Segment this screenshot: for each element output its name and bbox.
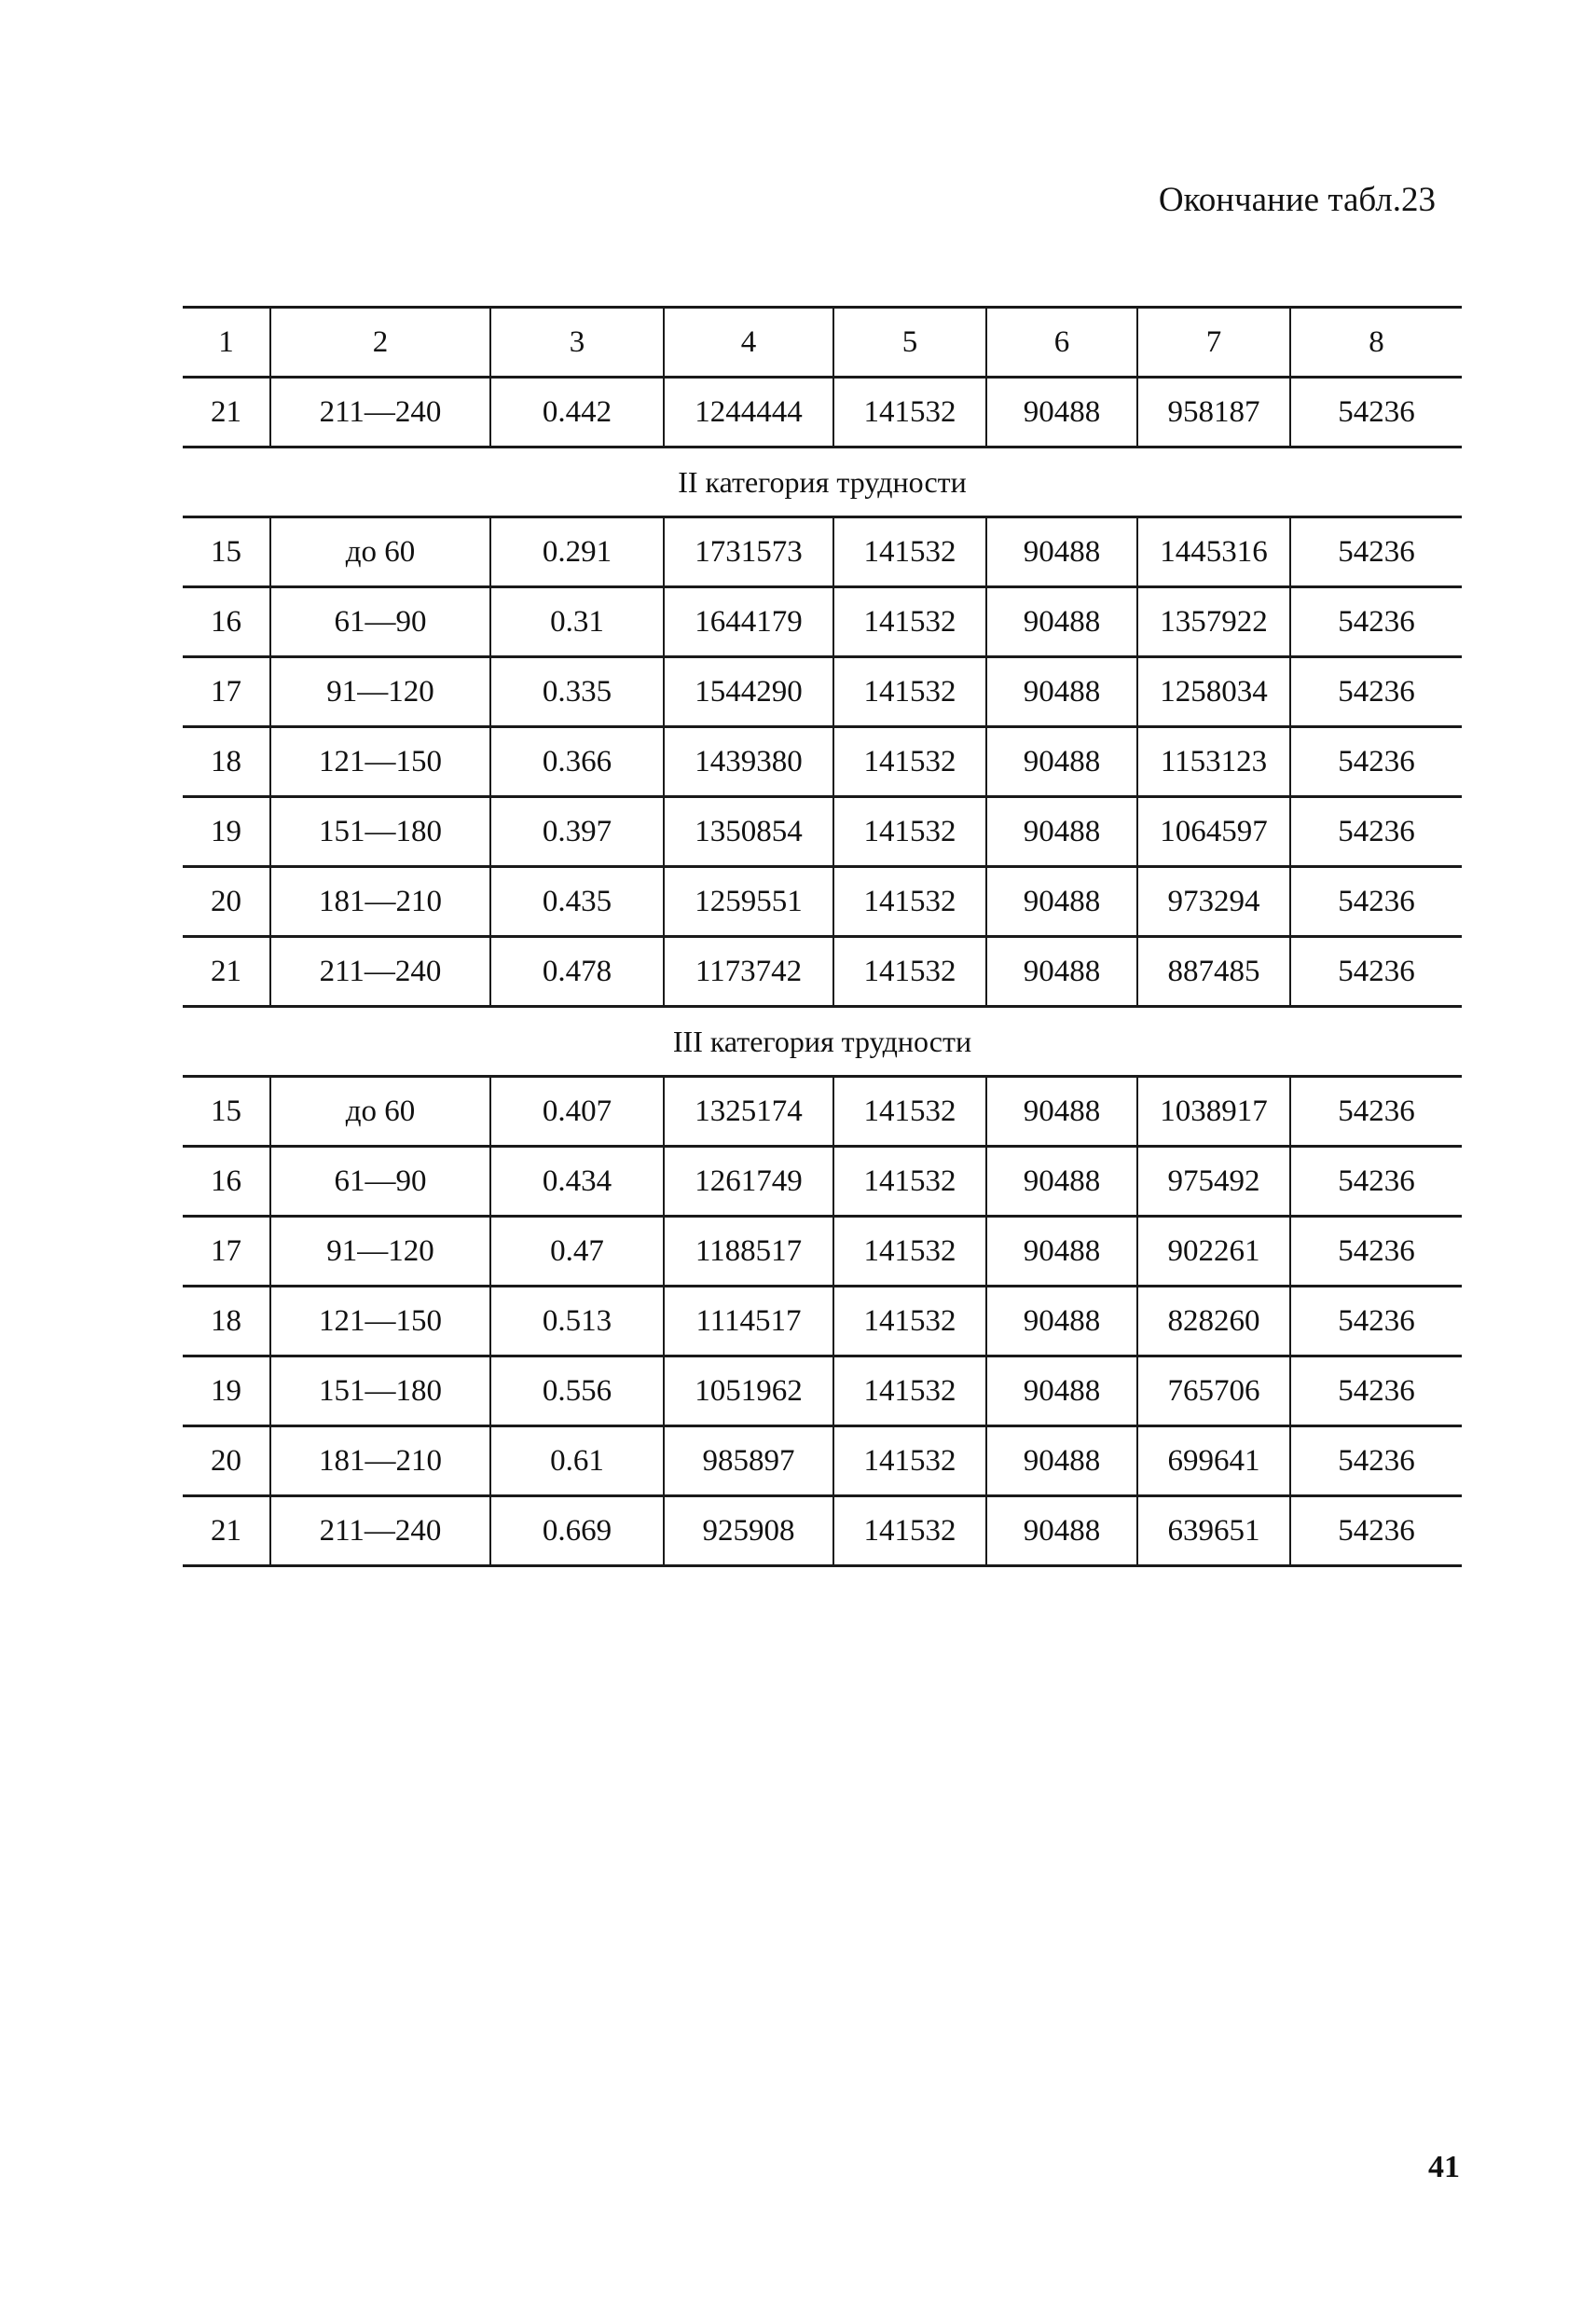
table-cell: 90488 xyxy=(986,797,1137,867)
table-cell: 973294 xyxy=(1137,867,1290,937)
header-row xyxy=(183,308,1462,378)
table-cell: 1244444 xyxy=(664,378,833,447)
table-cell: 1439380 xyxy=(664,727,833,797)
table-cell: 1731573 xyxy=(664,517,833,587)
table-cell: 61—90 xyxy=(270,587,490,657)
table-cell: 0.407 xyxy=(490,1077,664,1147)
table-cell: 958187 xyxy=(1137,378,1290,447)
table-cell: 141532 xyxy=(833,797,986,867)
table-cell: 54236 xyxy=(1290,517,1462,587)
table-cell: 61—90 xyxy=(270,1147,490,1217)
table-cell: 141532 xyxy=(833,657,986,727)
table-row xyxy=(183,1287,1462,1356)
column-header: 6 xyxy=(986,308,1137,378)
table-header xyxy=(183,308,1462,378)
table-cell: 15 xyxy=(183,1077,270,1147)
table-row xyxy=(183,1426,1462,1496)
table-cell: 1544290 xyxy=(664,657,833,727)
table-row xyxy=(183,517,1462,587)
table-cell: 1357922 xyxy=(1137,587,1290,657)
table-cell: 20 xyxy=(183,1426,270,1496)
table-cell: 19 xyxy=(183,1356,270,1426)
table-cell: 141532 xyxy=(833,937,986,1007)
table-cell: 0.556 xyxy=(490,1356,664,1426)
table-cell: 0.669 xyxy=(490,1496,664,1566)
table-cell: 141532 xyxy=(833,1217,986,1287)
table-cell: 902261 xyxy=(1137,1217,1290,1287)
table-cell: 1259551 xyxy=(664,867,833,937)
table-cell: 54236 xyxy=(1290,1496,1462,1566)
table-cell: 141532 xyxy=(833,867,986,937)
table-cell: 151—180 xyxy=(270,797,490,867)
table-cell: 1153123 xyxy=(1137,727,1290,797)
table-cell: 54236 xyxy=(1290,1217,1462,1287)
table-row xyxy=(183,1496,1462,1566)
table-cell: 16 xyxy=(183,1147,270,1217)
table-cell: 21 xyxy=(183,378,270,447)
table-cell: 828260 xyxy=(1137,1287,1290,1356)
table-cell: 90488 xyxy=(986,937,1137,1007)
table-cell: 699641 xyxy=(1137,1426,1290,1496)
table-cell: 17 xyxy=(183,657,270,727)
table-cell: 0.434 xyxy=(490,1147,664,1217)
table-cell: 90488 xyxy=(986,1356,1137,1426)
table-cell: до 60 xyxy=(270,1077,490,1147)
table-cell: 21 xyxy=(183,1496,270,1566)
table-cell: 985897 xyxy=(664,1426,833,1496)
column-header: 5 xyxy=(833,308,986,378)
table-cell: 181—210 xyxy=(270,1426,490,1496)
table-cell: 0.397 xyxy=(490,797,664,867)
table-cell: 0.31 xyxy=(490,587,664,657)
table-cell: 925908 xyxy=(664,1496,833,1566)
table-cell: 141532 xyxy=(833,1426,986,1496)
table-cell: 54236 xyxy=(1290,587,1462,657)
table-cell: 0.478 xyxy=(490,937,664,1007)
table-cell: 90488 xyxy=(986,1287,1137,1356)
table-cell: 211—240 xyxy=(270,1496,490,1566)
table-cell: 887485 xyxy=(1137,937,1290,1007)
table-cell: 17 xyxy=(183,1217,270,1287)
table-continuation-heading: Окончание табл.23 xyxy=(1158,181,1436,219)
table-cell: 211—240 xyxy=(270,937,490,1007)
table-cell: 54236 xyxy=(1290,1287,1462,1356)
table-cell: 141532 xyxy=(833,1356,986,1426)
table-body xyxy=(183,378,1462,1566)
table-cell: 1038917 xyxy=(1137,1077,1290,1147)
table-cell: 141532 xyxy=(833,517,986,587)
table-cell: 21 xyxy=(183,937,270,1007)
table-cell: 90488 xyxy=(986,378,1137,447)
table-cell: 54236 xyxy=(1290,657,1462,727)
section-header-row xyxy=(183,447,1462,517)
table-cell: 1064597 xyxy=(1137,797,1290,867)
column-header: 3 xyxy=(490,308,664,378)
table-cell: 151—180 xyxy=(270,1356,490,1426)
table-cell: 0.61 xyxy=(490,1426,664,1496)
table-cell: 15 xyxy=(183,517,270,587)
table-row xyxy=(183,1356,1462,1426)
table-cell: 18 xyxy=(183,727,270,797)
column-header: 4 xyxy=(664,308,833,378)
column-header: 7 xyxy=(1137,308,1290,378)
table-cell: 91—120 xyxy=(270,1217,490,1287)
table-cell: 54236 xyxy=(1290,378,1462,447)
column-header: 1 xyxy=(183,308,270,378)
table-cell: 141532 xyxy=(833,727,986,797)
table-cell: 141532 xyxy=(833,1496,986,1566)
table-cell: 54236 xyxy=(1290,1426,1462,1496)
table-cell: 1258034 xyxy=(1137,657,1290,727)
table-cell: 141532 xyxy=(833,1147,986,1217)
table-cell: 0.442 xyxy=(490,378,664,447)
table-cell: 18 xyxy=(183,1287,270,1356)
table-cell: 1051962 xyxy=(664,1356,833,1426)
table-cell: 1188517 xyxy=(664,1217,833,1287)
table-cell: 90488 xyxy=(986,867,1137,937)
section-title: II категория трудности xyxy=(183,447,1462,517)
table-row xyxy=(183,727,1462,797)
table-cell: 54236 xyxy=(1290,867,1462,937)
table-cell: 141532 xyxy=(833,378,986,447)
table-row xyxy=(183,657,1462,727)
table-cell: 1114517 xyxy=(664,1287,833,1356)
table-cell: 1350854 xyxy=(664,797,833,867)
table-cell: 20 xyxy=(183,867,270,937)
table-cell: 975492 xyxy=(1137,1147,1290,1217)
table-cell: 0.435 xyxy=(490,867,664,937)
table-cell: 54236 xyxy=(1290,727,1462,797)
table-cell: 121—150 xyxy=(270,727,490,797)
table-cell: 54236 xyxy=(1290,1147,1462,1217)
table-cell: 211—240 xyxy=(270,378,490,447)
table-cell: 141532 xyxy=(833,1287,986,1356)
table-cell: 91—120 xyxy=(270,657,490,727)
table-cell: 54236 xyxy=(1290,937,1462,1007)
table-cell: 90488 xyxy=(986,657,1137,727)
table-cell: 16 xyxy=(183,587,270,657)
table-cell: 0.335 xyxy=(490,657,664,727)
section-header-row xyxy=(183,1007,1462,1077)
data-table xyxy=(183,306,1462,1567)
table-cell: 90488 xyxy=(986,1426,1137,1496)
table-cell: 90488 xyxy=(986,1496,1137,1566)
table-cell: 1325174 xyxy=(664,1077,833,1147)
table-cell: 1644179 xyxy=(664,587,833,657)
table-cell: 0.366 xyxy=(490,727,664,797)
table-cell: 181—210 xyxy=(270,867,490,937)
table-cell: 639651 xyxy=(1137,1496,1290,1566)
table-row xyxy=(183,378,1462,447)
table-row xyxy=(183,797,1462,867)
table-row xyxy=(183,587,1462,657)
table-row xyxy=(183,867,1462,937)
table-cell: 1261749 xyxy=(664,1147,833,1217)
column-header: 2 xyxy=(270,308,490,378)
table-cell: до 60 xyxy=(270,517,490,587)
table-cell: 90488 xyxy=(986,517,1137,587)
table-cell: 90488 xyxy=(986,727,1137,797)
table-cell: 0.47 xyxy=(490,1217,664,1287)
table-row xyxy=(183,1077,1462,1147)
table-cell: 90488 xyxy=(986,1147,1137,1217)
column-header: 8 xyxy=(1290,308,1462,378)
table-cell: 141532 xyxy=(833,587,986,657)
table-cell: 54236 xyxy=(1290,1077,1462,1147)
table-cell: 54236 xyxy=(1290,797,1462,867)
section-title: III категория трудности xyxy=(183,1007,1462,1077)
table-cell: 90488 xyxy=(986,1217,1137,1287)
table-cell: 90488 xyxy=(986,1077,1137,1147)
table-row xyxy=(183,1217,1462,1287)
table-cell: 1173742 xyxy=(664,937,833,1007)
table-cell: 141532 xyxy=(833,1077,986,1147)
table-cell: 0.513 xyxy=(490,1287,664,1356)
table-row xyxy=(183,1147,1462,1217)
table-cell: 54236 xyxy=(1290,1356,1462,1426)
table-cell: 765706 xyxy=(1137,1356,1290,1426)
table-cell: 121—150 xyxy=(270,1287,490,1356)
table-cell: 90488 xyxy=(986,587,1137,657)
table-row xyxy=(183,937,1462,1007)
table-cell: 0.291 xyxy=(490,517,664,587)
table-cell: 19 xyxy=(183,797,270,867)
table-cell: 1445316 xyxy=(1137,517,1290,587)
page-number: 41 xyxy=(1428,2150,1460,2184)
